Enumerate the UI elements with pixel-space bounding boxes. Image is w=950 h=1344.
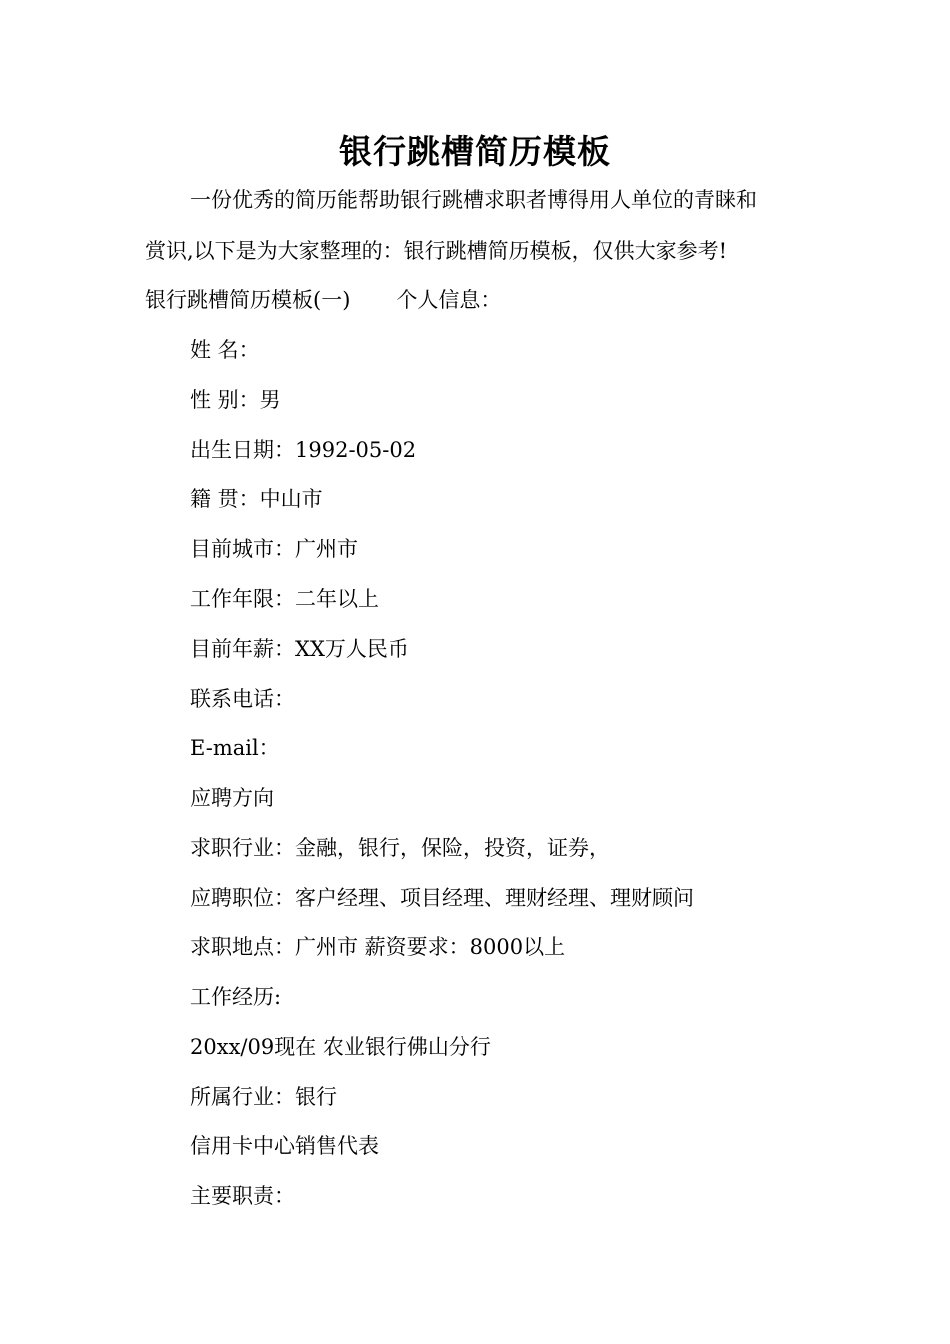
heading-main-duties: 主要职责： xyxy=(190,1184,295,1208)
experience-industry: 所属行业：银行 xyxy=(190,1085,337,1109)
document-title: 银行跳槽简历模板 xyxy=(339,132,611,171)
field-birth-date: 出生日期：1992-05-02 xyxy=(190,438,417,462)
intro-paragraph-line-1: 一份优秀的简历能帮助银行跳槽求职者博得用人单位的青睐和 xyxy=(190,188,757,212)
heading-job-intention: 应聘方向 xyxy=(190,786,274,810)
section-heading-row xyxy=(145,285,501,315)
section-heading: 银行跳槽简历模板(一) xyxy=(145,288,351,312)
field-work-years: 工作年限：二年以上 xyxy=(190,587,379,611)
field-location-salary: 求职地点：广州市 薪资要求：8000以上 xyxy=(190,935,566,959)
experience-period-employer: 20xx/09现在 农业银行佛山分行 xyxy=(190,1035,491,1059)
intro-paragraph-line-2: 赏识,以下是为大家整理的：银行跳槽简历模板，仅供大家参考! xyxy=(145,239,728,263)
experience-role: 信用卡中心销售代表 xyxy=(190,1134,379,1158)
field-current-salary: 目前年薪：XX万人民币 xyxy=(190,637,409,661)
field-email: E-mail： xyxy=(190,736,280,760)
heading-work-experience: 工作经历: xyxy=(190,985,282,1009)
field-current-city: 目前城市：广州市 xyxy=(190,537,358,561)
field-gender: 性 别：男 xyxy=(190,388,281,412)
personal-info-label: 个人信息： xyxy=(396,288,502,312)
field-phone: 联系电话： xyxy=(190,687,295,711)
field-target-position: 应聘职位：客户经理、项目经理、理财经理、理财顾问 xyxy=(190,886,694,910)
field-native-place: 籍 贯：中山市 xyxy=(190,487,323,511)
field-name: 姓 名： xyxy=(190,338,260,362)
field-target-industry: 求职行业：金融，银行，保险，投资，证券， xyxy=(190,836,610,860)
